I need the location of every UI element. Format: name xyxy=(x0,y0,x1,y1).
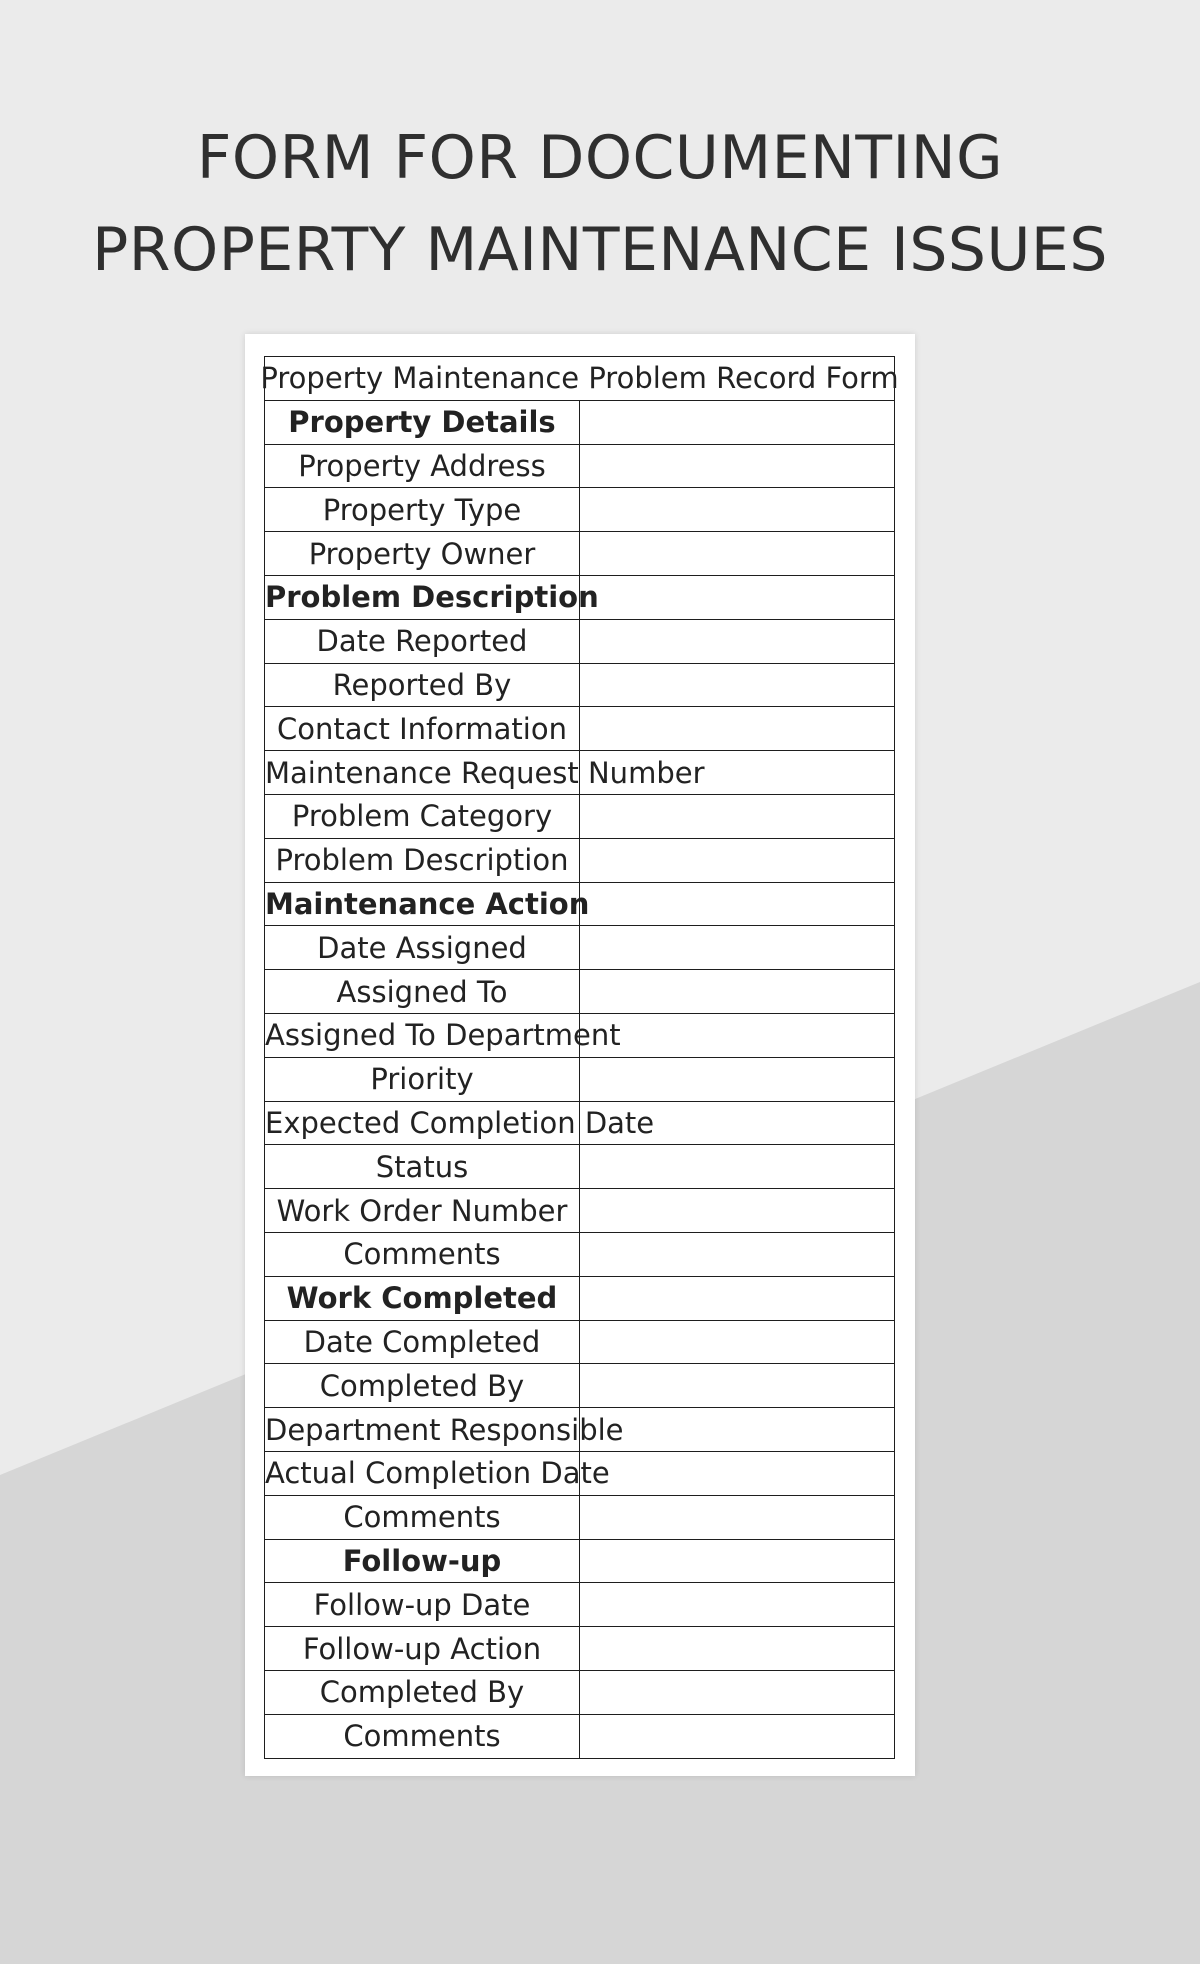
field-value-cell[interactable] xyxy=(580,1627,895,1671)
field-label: Comments xyxy=(265,1232,580,1276)
field-label: Assigned To Department xyxy=(265,1013,580,1057)
field-label: Comments xyxy=(265,1714,580,1758)
section-heading: Work Completed xyxy=(265,1276,580,1320)
field-label: Date Reported xyxy=(265,619,580,663)
section-heading: Follow-up xyxy=(265,1539,580,1583)
form-field-row xyxy=(265,488,895,532)
form-title-row xyxy=(265,357,895,401)
form-field-row xyxy=(265,663,895,707)
section-heading: Problem Description xyxy=(265,575,580,619)
field-value-cell xyxy=(580,1276,895,1320)
form-field-row xyxy=(265,444,895,488)
field-label: Department Responsible xyxy=(265,1408,580,1452)
field-value-cell[interactable] xyxy=(580,1189,895,1233)
field-value-cell[interactable] xyxy=(580,838,895,882)
form-field-row xyxy=(265,1013,895,1057)
field-label: Maintenance Request Number xyxy=(265,751,580,795)
form-field-row xyxy=(265,619,895,663)
field-value-cell xyxy=(580,1539,895,1583)
field-value-cell[interactable] xyxy=(580,1408,895,1452)
field-label: Status xyxy=(265,1145,580,1189)
field-value-cell[interactable] xyxy=(580,1583,895,1627)
form-field-row xyxy=(265,751,895,795)
form-section-row xyxy=(265,882,895,926)
page-title xyxy=(0,112,1200,296)
field-value-cell[interactable] xyxy=(580,532,895,576)
field-label: Work Order Number xyxy=(265,1189,580,1233)
form-field-row xyxy=(265,838,895,882)
field-value-cell[interactable] xyxy=(580,1145,895,1189)
form-field-row xyxy=(265,1232,895,1276)
field-value-cell[interactable] xyxy=(580,619,895,663)
field-label: Actual Completion Date xyxy=(265,1451,580,1495)
field-value-cell xyxy=(580,575,895,619)
form-field-row xyxy=(265,532,895,576)
form-sheet xyxy=(245,334,915,1776)
field-value-cell xyxy=(580,882,895,926)
field-label: Problem Description xyxy=(265,838,580,882)
form-section-row xyxy=(265,1539,895,1583)
form-field-row xyxy=(265,1101,895,1145)
field-value-cell[interactable] xyxy=(580,1057,895,1101)
field-value-cell[interactable] xyxy=(580,1714,895,1758)
field-value-cell[interactable] xyxy=(580,970,895,1014)
field-label: Property Type xyxy=(265,488,580,532)
form-field-row xyxy=(265,926,895,970)
field-value-cell[interactable] xyxy=(580,488,895,532)
field-label: Follow-up Action xyxy=(265,1627,580,1671)
form-field-row xyxy=(265,1057,895,1101)
form-field-row xyxy=(265,1451,895,1495)
form-title: Property Maintenance Problem Record Form xyxy=(260,361,899,396)
form-field-row xyxy=(265,1145,895,1189)
maintenance-form-table xyxy=(260,356,899,1759)
form-field-row xyxy=(265,970,895,1014)
form-field-row xyxy=(265,1670,895,1714)
form-field-row xyxy=(265,1583,895,1627)
field-label: Problem Category xyxy=(265,794,580,838)
form-field-row xyxy=(265,1408,895,1452)
field-value-cell[interactable] xyxy=(580,444,895,488)
field-value-cell[interactable] xyxy=(580,1320,895,1364)
field-label: Property Owner xyxy=(265,532,580,576)
field-value-cell[interactable] xyxy=(580,707,895,751)
field-label: Property Address xyxy=(265,444,580,488)
form-field-row xyxy=(265,1714,895,1758)
section-heading: Property Details xyxy=(265,400,580,444)
field-value-cell xyxy=(580,400,895,444)
form-field-row xyxy=(265,707,895,751)
field-label: Comments xyxy=(265,1495,580,1539)
field-label: Follow-up Date xyxy=(265,1583,580,1627)
form-field-row xyxy=(265,1364,895,1408)
field-value-cell[interactable] xyxy=(580,1495,895,1539)
form-section-row xyxy=(265,1276,895,1320)
field-value-cell[interactable] xyxy=(580,794,895,838)
form-field-row xyxy=(265,1189,895,1233)
field-label: Completed By xyxy=(265,1364,580,1408)
field-label: Expected Completion Date xyxy=(265,1101,580,1145)
field-label: Assigned To xyxy=(265,970,580,1014)
form-title-cell xyxy=(260,357,899,401)
form-section-row xyxy=(265,575,895,619)
field-label: Completed By xyxy=(265,1670,580,1714)
form-field-row xyxy=(265,1627,895,1671)
page-title-line-2: PROPERTY MAINTENANCE ISSUES xyxy=(92,215,1108,285)
form-field-row xyxy=(265,1320,895,1364)
field-value-cell[interactable] xyxy=(580,663,895,707)
field-label: Contact Information xyxy=(265,707,580,751)
field-label: Date Assigned xyxy=(265,926,580,970)
form-field-row xyxy=(265,1495,895,1539)
field-value-cell[interactable] xyxy=(580,1670,895,1714)
page-title-line-1: FORM FOR DOCUMENTING xyxy=(196,123,1004,193)
field-value-cell[interactable] xyxy=(580,1364,895,1408)
form-section-row xyxy=(265,400,895,444)
field-label: Priority xyxy=(265,1057,580,1101)
field-value-cell[interactable] xyxy=(580,926,895,970)
field-label: Reported By xyxy=(265,663,580,707)
form-field-row xyxy=(265,794,895,838)
field-value-cell[interactable] xyxy=(580,1232,895,1276)
section-heading: Maintenance Action xyxy=(265,882,580,926)
field-label: Date Completed xyxy=(265,1320,580,1364)
field-value-cell[interactable] xyxy=(580,1013,895,1057)
field-value-cell[interactable] xyxy=(580,1451,895,1495)
